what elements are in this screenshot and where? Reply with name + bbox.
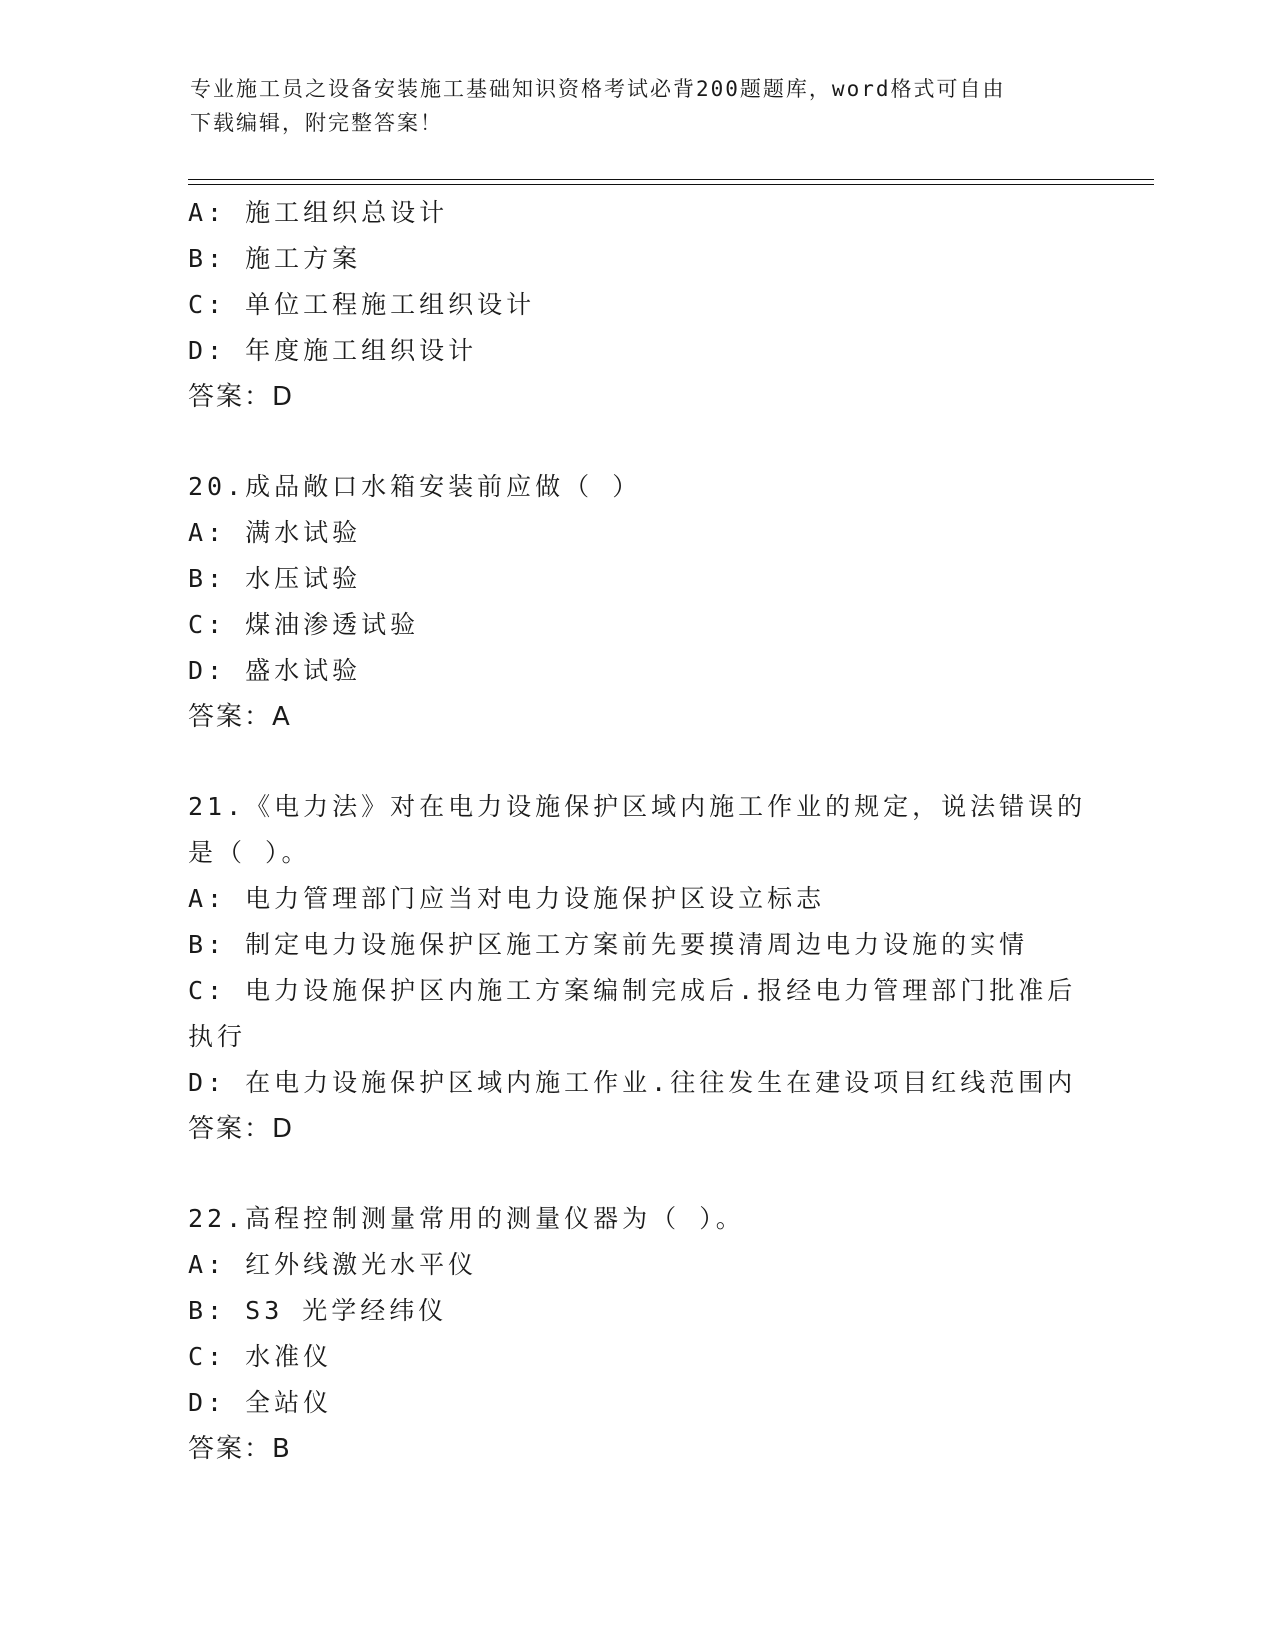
option-d: D: 全站仪: [188, 1388, 333, 1417]
option-d: D: 年度施工组织设计: [188, 336, 478, 365]
option-c: C: 煤油渗透试验: [188, 610, 420, 639]
option-b: B: 制定电力设施保护区施工方案前先要摸清周边电力设施的实情: [188, 930, 1029, 959]
option-b: B: 水压试验: [188, 564, 362, 593]
document-header: [190, 72, 1090, 140]
option-a: A: 施工组织总设计: [188, 198, 449, 227]
question-22-block: [188, 1196, 1088, 1472]
question-text: 22.高程控制测量常用的测量仪器为（ ）。: [188, 1204, 745, 1233]
header-line-2: 下载编辑，附完整答案！: [190, 111, 443, 135]
option-c-continued: 执行: [188, 1022, 247, 1051]
option-c: C: 水准仪: [188, 1342, 333, 1371]
header-line-1: 专业施工员之设备安装施工基础知识资格考试必背200题题库，word格式可自由: [190, 77, 1006, 101]
question-list: [188, 190, 1088, 1472]
header-divider-top: [188, 179, 1154, 180]
answer: 答案：B: [188, 1434, 292, 1464]
question-20-block: [188, 464, 1088, 740]
option-d: D: 在电力设施保护区域内施工作业.往往发生在建设项目红线范围内: [188, 1068, 1077, 1097]
answer: 答案：D: [188, 382, 295, 412]
option-c: C: 电力设施保护区内施工方案编制完成后.报经电力管理部门批准后: [188, 976, 1077, 1005]
question-text: 20.成品敞口水箱安装前应做（ ）: [188, 472, 642, 501]
option-a: A: 满水试验: [188, 518, 362, 547]
option-b: B: S3 光学经纬仪: [188, 1296, 448, 1325]
option-b: B: 施工方案: [188, 244, 362, 273]
option-d: D: 盛水试验: [188, 656, 362, 685]
header-divider-bottom: [188, 184, 1154, 185]
question-19-block: [188, 190, 1088, 420]
option-a: A: 电力管理部门应当对电力设施保护区设立标志: [188, 884, 826, 913]
question-21-block: [188, 784, 1088, 1152]
option-c: C: 单位工程施工组织设计: [188, 290, 536, 319]
option-a: A: 红外线激光水平仪: [188, 1250, 478, 1279]
question-text-line-1: 21.《电力法》对在电力设施保护区域内施工作业的规定，说法错误的: [188, 792, 1087, 821]
question-text-line-2: 是（ ）。: [188, 838, 311, 867]
answer: 答案：D: [188, 1114, 295, 1144]
answer: 答案：A: [188, 702, 292, 732]
